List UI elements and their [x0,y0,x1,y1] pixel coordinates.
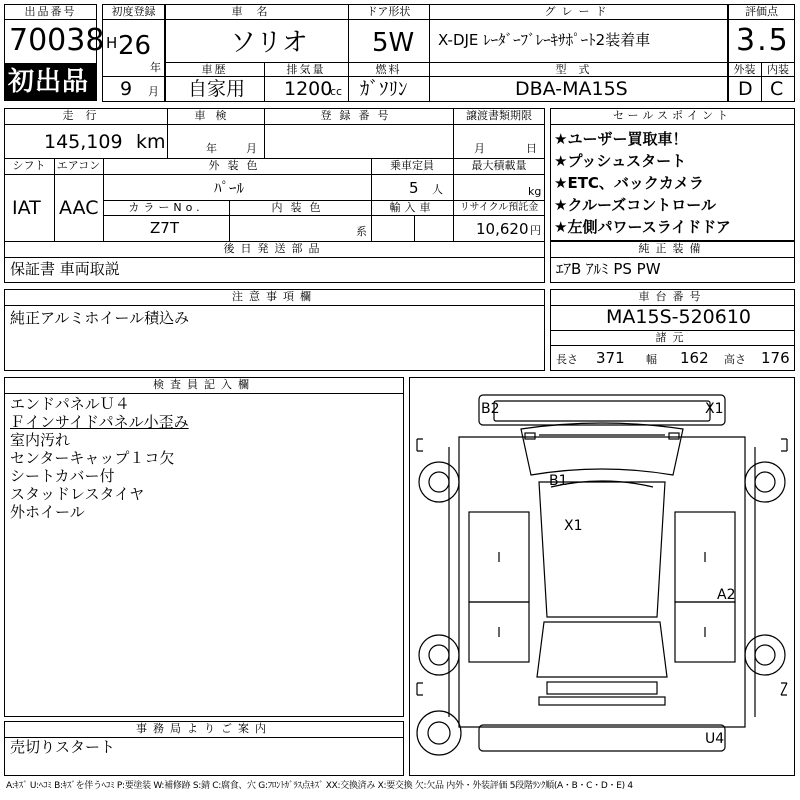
sales-point-item: ★クルーズコントロール [554,196,716,214]
max-load-unit: kg [528,185,542,198]
interior-color-unit: 系 [356,225,367,238]
capacity-unit: 人 [432,183,443,196]
inspection-label: 車検 [194,109,237,122]
notes: 純正アルミホイール積込み [10,309,190,327]
inspection-month-unit: 月 [246,142,257,155]
door-label: ドア形状 [366,5,411,18]
car-name-label: 車名 [231,5,282,18]
genuine-equipment-label: 純正装備 [638,242,707,255]
car-name: ソリオ [230,28,308,58]
lot-number: 70038 [9,23,105,58]
interior-grade-label: 内装 [767,63,789,76]
inspector-note-line: Ｆインサイドパネル小歪み [10,413,189,431]
recycle-unit: 円 [530,224,541,237]
genuine-equipment: ｴｱB ｱﾙﾐ PS PW [556,260,661,278]
transfer-day-unit: 日 [526,142,537,155]
mark-u4: U4 [705,731,725,747]
exterior-grade: D [738,78,753,100]
inspector-notes [10,395,400,521]
color-no: Z7T [150,219,179,237]
inspector-note-line: シートカバー付 [10,467,115,485]
office-notice: 売切りスタート [10,738,116,756]
first-reg-month-unit: 月 [148,85,159,98]
inspector-note-line: スタッドレスタイヤ [10,485,145,503]
notes-label: 注意事項欄 [232,290,317,303]
interior-color-label: 内装色 [271,201,329,214]
legend: A:ｷｽﾞ U:ﾍｺﾐ B:ｷｽﾞを伴うﾍｺﾐ P:要塗装 W:補修跡 S:錆 C:腐食、穴 G:ﾌﾛﾝﾄｶﾞﾗｽ点ｷｽﾞ XX:交換済み X:要交換 欠:欠品 内外・外装評価 5段階ﾗﾝｸ順(A・B・C・D・E) 4 [6,781,633,791]
registration-label: 登録番号 [320,109,397,122]
score: 3.5 [736,23,790,58]
mark-b1: B1 [549,473,568,489]
chassis-number: MA15S-520610 [606,306,752,328]
exterior-color-label: 外装色 [208,159,266,172]
mark-x1-front: X1 [705,401,724,417]
shift-label: シフト [12,159,46,172]
length-label: 長さ [556,353,578,366]
exterior-color: ﾊﾟｰﾙ [214,179,245,197]
sales-points-list [554,128,792,238]
lot-number-label: 出品番号 [24,5,77,18]
fuel-label: 燃料 [375,63,402,76]
displacement-label: 排気量 [286,63,326,76]
score-label: 評価点 [745,5,778,18]
height-label: 高さ [724,353,746,366]
height: 176 [761,349,790,367]
displacement-unit: cc [330,85,343,98]
color-no-label: カラーNo. [128,201,204,214]
exterior-grade-label: 外装 [733,63,756,76]
inspection-year-unit: 年 [206,142,217,155]
length: 371 [596,349,625,367]
shift: IAT [12,197,41,219]
capacity: 5 [409,179,419,197]
recycle-fee: 10,620 [476,220,529,238]
chassis-label: 車台番号 [638,290,707,303]
grade-label: グレード [544,5,613,18]
interior-grade: C [770,78,784,100]
sales-point-item: ★ユーザー買取車！ [554,130,688,148]
inspector-note-line: 室内汚れ [10,431,71,449]
recycle-label: リサイクル預託金 [459,202,539,213]
sales-point-item: ★プッシュスタート [554,152,687,170]
width-label: 幅 [646,353,657,366]
inspector-label: 検査員記入欄 [153,378,255,391]
displacement: 1200 [284,78,333,100]
car-diagram [409,377,795,776]
door-type: 5W [372,28,415,58]
history: 自家用 [188,78,246,100]
mark-a2: A2 [717,587,736,603]
fuel: ｶﾞｿﾘﾝ [360,78,408,100]
first-listing-badge-text: 初出品 [8,67,90,97]
grade: X-DJE ﾚｰﾀﾞｰﾌﾞﾚｰｷｻﾎﾟｰﾄ2装着車 [438,31,651,49]
sales-point-item: ★ETC、バックカメラ [554,174,704,192]
inspector-note-line: エンドパネルＵ４ [10,395,130,413]
transfer-month-unit: 月 [474,142,485,155]
aircon-label: エアコン [56,159,101,172]
office-notice-label: 事務局よりご案内 [136,722,272,735]
later-parts: 保証書 車両取説 [10,260,120,278]
first-reg-era: H [106,34,118,52]
inspector-note-line: 外ホイール [10,503,85,521]
inspector-note-line: センターキャップ１コ欠 [10,449,175,467]
history-label: 車歴 [201,63,228,76]
width: 162 [680,349,709,367]
first-reg-label: 初度登録 [111,5,156,18]
mileage: 145,109 [44,131,123,153]
later-parts-label: 後日発送部品 [223,242,326,255]
sales-point-item: ★左側パワースライドドア [554,218,731,236]
mark-x1-roof: X1 [564,518,583,534]
dims-label: 諸元 [655,331,690,344]
sales-points-label: セールスポイント [612,109,732,122]
model-code: DBA-MA15S [515,78,628,100]
first-reg-year: 26 [118,31,152,61]
aircon: AAC [59,197,99,219]
capacity-label: 乗車定員 [390,159,434,172]
transfer-deadline-label: 譲渡書類期限 [466,109,532,122]
first-reg-month: 9 [120,78,133,100]
mark-b2: B2 [481,401,500,417]
first-reg-year-unit: 年 [150,61,161,74]
model-code-label: 型式 [555,63,602,76]
mileage-unit: km [136,131,166,153]
import-label: 輸入車 [389,201,435,214]
max-load-label: 最大積載量 [471,159,527,172]
mileage-label: 走行 [62,109,109,122]
